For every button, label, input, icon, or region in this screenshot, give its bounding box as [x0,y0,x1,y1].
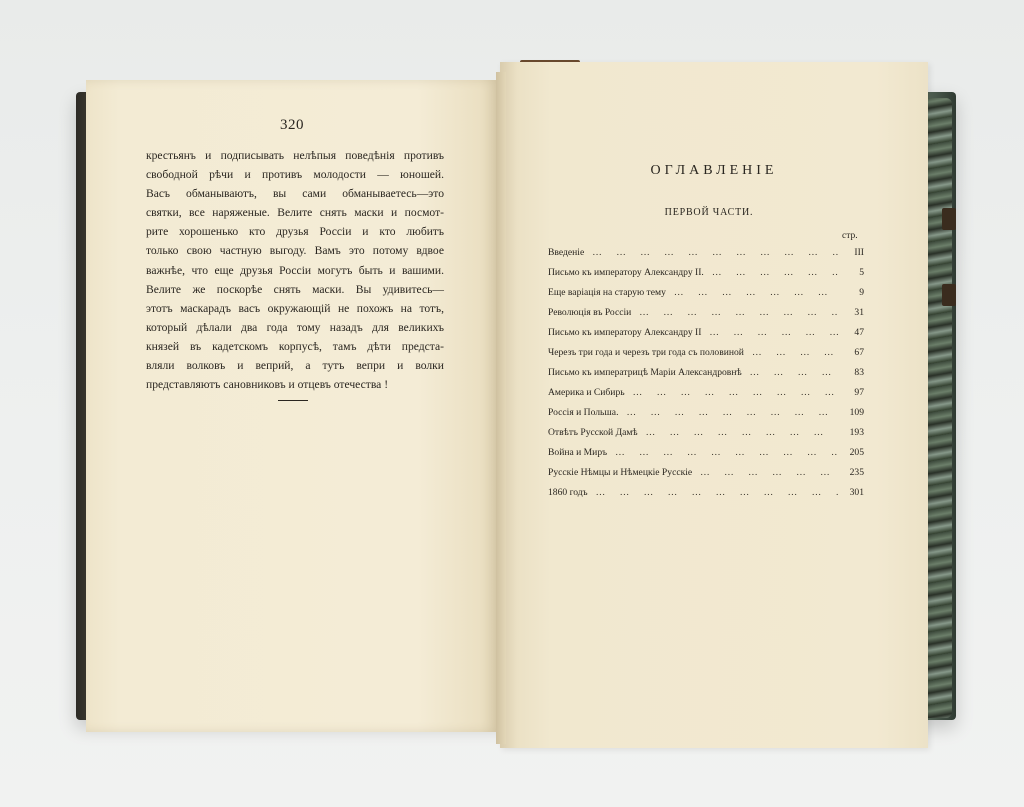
toc-entry-page: 5 [859,267,864,278]
leader-dots [638,427,838,438]
leader-dots [584,247,838,258]
toc-entry-page: 193 [849,427,864,438]
bookmark-tab [942,284,956,306]
toc-entry [548,387,864,407]
toc-entry [548,407,864,427]
toc-entry [548,307,864,327]
toc-entry [548,247,864,267]
toc-entry-title: Еще варіація на старую тему [548,287,666,298]
toc-entry-title: Письмо къ императору Александру II. [548,267,704,278]
toc-entry-title: Русскіе Нѣмцы и Нѣмецкіе Русскіе [548,467,693,478]
text-line: Велите же поскорѣе снять маски. Вы удивитесь— [146,282,444,296]
toc-entry-page: 235 [849,467,864,478]
toc-entry [548,427,864,447]
toc-entry-title: Письмо къ императору Александру II [548,327,702,338]
text-line: крестьянъ и подписывать нелѣпыя поведѣнія противъ [146,149,444,162]
toc-page-column-label: стр. [842,231,858,241]
toc-entry-page: 205 [849,447,864,458]
toc-entry-page: III [854,247,864,258]
toc-entry-title: Письмо къ императрицѣ Маріи Александровнѣ [548,367,742,378]
text-line: представляютъ сановниковъ и отцевъ отечества ! [146,378,389,392]
toc-entry [548,467,864,487]
text-line: только свою частную выгоду. Вамъ это потому вдвое [146,244,444,258]
toc-entry-page: 31 [854,307,864,318]
text-line: важнѣе, что еще друзья Россіи могутъ быть и вашими. [146,263,444,277]
text-line: рите хорошенько кто друзья Россіи и кто любитъ [146,225,444,239]
toc-entry-title: Россія и Польша. [548,407,619,418]
toc-entry [548,347,864,367]
text-line: вляли волковъ и веприй, а тутъ вепри и волки [146,359,444,373]
toc-entry [548,287,864,307]
text-line: князей въ кадетскомъ корпусѣ, тамъ дѣти предста- [146,339,444,353]
toc-entry-page: 47 [854,327,864,338]
bookmark-tab [942,208,956,230]
toc-entry [548,267,864,287]
leader-dots [588,487,838,498]
toc-entry-page: 67 [854,347,864,358]
page-number: 320 [280,117,304,133]
toc-entry-title: Черезъ три года и черезъ три года съ половиной [548,347,744,358]
text-line: святки, все наряженые. Велите снять маски и посмот- [146,206,444,220]
leader-dots [666,287,838,298]
leader-dots [744,347,838,358]
toc-entry [548,367,864,387]
toc-entry-title: Введеніе [548,247,585,258]
end-mark [278,400,308,401]
toc-subtitle: ПЕРВОЙ ЧАСТИ. [664,207,754,218]
leader-dots [692,467,838,478]
toc-entry-title: Отвѣтъ Русской Дамѣ [548,427,638,438]
leader-dots [704,267,838,278]
toc-entry-page: 97 [854,387,864,398]
toc-entry-title: Война и Миръ [548,447,608,458]
toc-entry-page: 301 [849,487,864,498]
body-text [146,146,444,394]
toc-entry-page: 109 [849,407,864,418]
toc-entry-title: Революція въ Россіи [548,307,632,318]
table-of-contents [548,247,864,507]
leader-dots [742,367,838,378]
toc-title: ОГЛАВЛЕНІЕ [650,163,778,178]
leader-dots [607,447,838,458]
leader-dots [618,407,838,418]
text-line: этотъ маскарадъ васъ окружающій не похожъ на тотъ, [146,301,444,315]
toc-entry-page: 9 [859,287,864,298]
toc-entry-title: 1860 годъ [548,487,588,498]
text-line: Васъ обманываютъ, вы сами обманываетесь—это [146,187,444,201]
toc-entry [548,487,864,507]
toc-entry [548,447,864,467]
text-line: который дѣлали два года тому назадъ для великихъ [146,320,444,334]
leader-dots [701,327,838,338]
toc-entry-page: 83 [854,367,864,378]
toc-entry [548,327,864,347]
toc-entry-title: Америка и Сибирь [548,387,625,398]
text-line: свободной рѣчи и противъ молодости — юношей. [146,168,444,182]
leader-dots [625,387,838,398]
leader-dots [631,307,838,318]
